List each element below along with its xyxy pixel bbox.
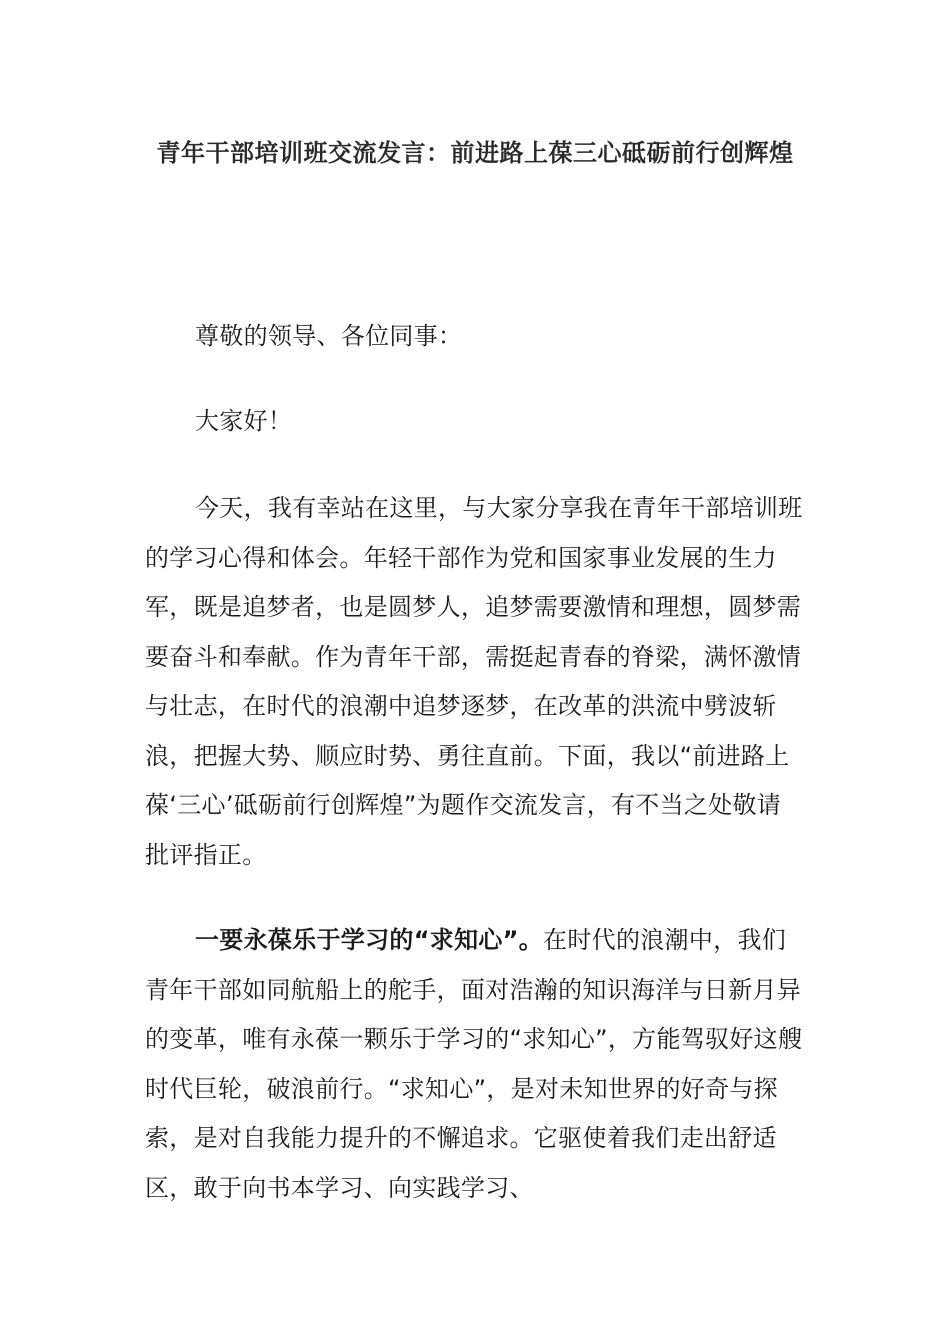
- greeting-text: 大家好！: [195, 407, 293, 435]
- section-1-body: 在时代的浪潮中，我们青年干部如同航船上的舵手，面对浩瀚的知识海洋与日新月异的变革，唯有永葆一颗乐于学习的“求知心”，方能驾驭好这艘时代巨轮，破浪前行。“求知心”，是对未知世界的好奇与探索，是对自我能力提升的不懈追求。它驱使着我们走出舒适区，敢于向书本学习、向实践学习、: [145, 926, 803, 1202]
- document-title: 青年干部培训班交流发言：前进路上葆三心砥砺前行创辉煌: [156, 139, 794, 167]
- salutation-text: 尊敬的领导、各位同事：: [195, 322, 463, 350]
- intro-paragraph: [145, 484, 805, 880]
- section-1-paragraph: [145, 916, 805, 1213]
- salutation: [145, 312, 805, 362]
- greeting: [145, 397, 805, 447]
- section-1-lead: 一要永葆乐于学习的“求知心”。: [195, 926, 544, 954]
- section-1-paragraph-text: [145, 916, 805, 1213]
- intro-paragraph-text: 今天，我有幸站在这里，与大家分享我在青年干部培训班的学习心得和体会。年轻干部作为党和国家事业发展的生力军，既是追梦者，也是圆梦人，追梦需要激情和理想，圆梦需要奋斗和奉献。作为青年干部，需挺起青春的脊梁，满怀激情与壮志，在时代的浪潮中追梦逐梦，在改革的洪流中劈波斩浪，把握大势、顺应时势、勇往直前。下面，我以“前进路上葆‘三心’砥砺前行创辉煌”为题作交流发言，有不当之处敬请批评指正。: [145, 494, 803, 869]
